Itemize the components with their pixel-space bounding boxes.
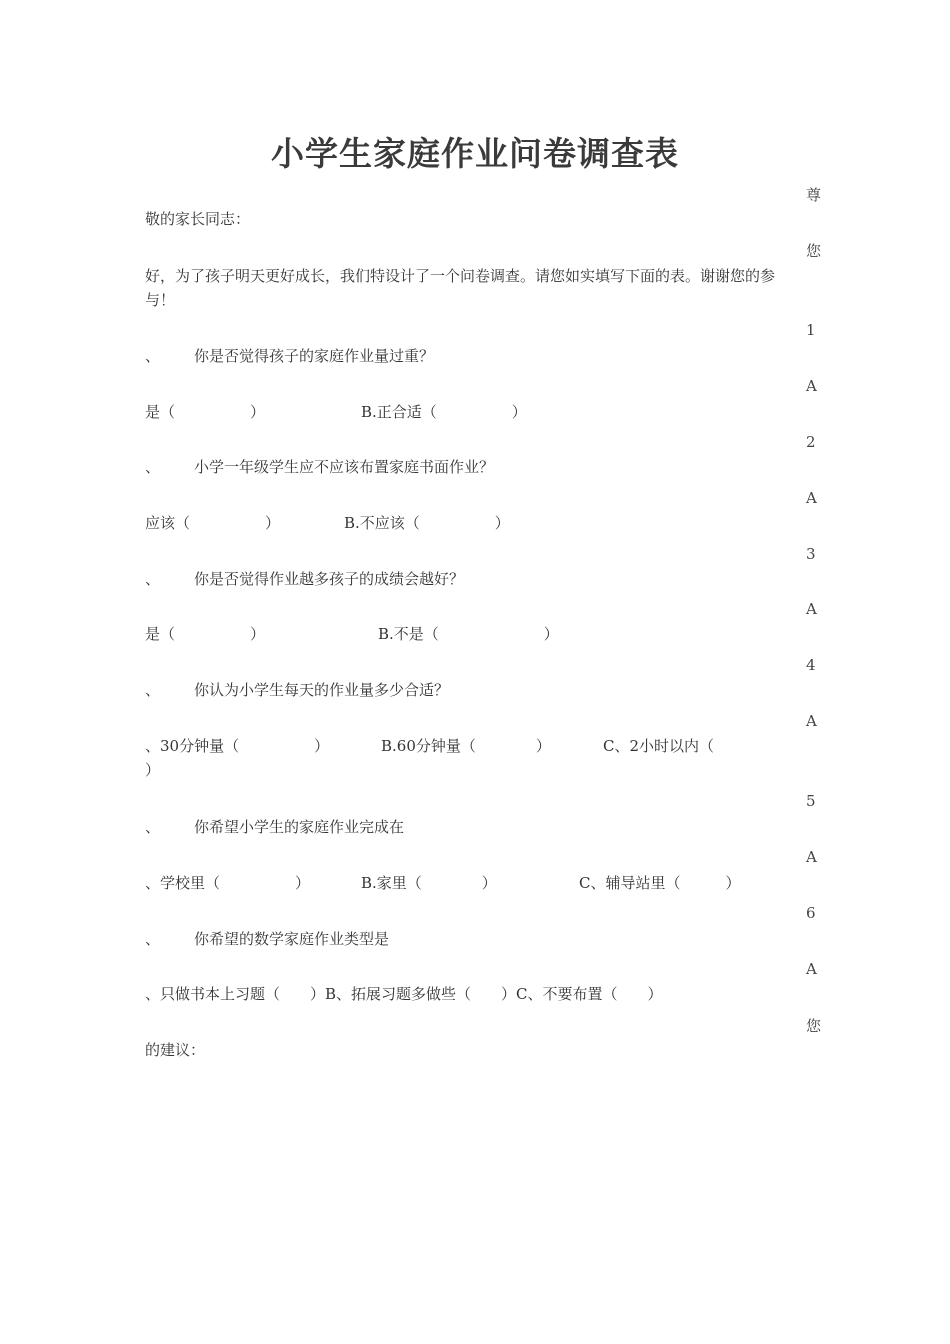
question-4-text: 你认为小学生每天的作业量多少合适？ [194,681,450,699]
question-3-text: 你是否觉得作业越多孩子的成绩会越好？ [194,570,465,588]
question-1-option-b[interactable]: B.正合适（ ） [361,403,527,421]
margin-mark: 5 [806,792,816,810]
margin-mark: A [806,960,817,978]
question-2-option-a[interactable]: 应该（ ） [145,514,281,532]
margin-mark: A [806,712,817,730]
question-5-text: 你希望小学生的家庭作业完成在 [194,818,405,836]
margin-mark: 4 [806,656,816,674]
margin-mark: A [806,377,817,395]
margin-mark: 您 [806,242,822,260]
question-4-option-a[interactable]: 、30分钟量（ ） [145,737,330,755]
greeting: 敬的家长同志： [145,210,251,228]
question-5-option-b[interactable]: B.家里（ ） [361,874,497,892]
question-4-prefix: 、 [145,681,161,699]
margin-mark: 6 [806,904,816,922]
question-1-option-a[interactable]: 是（ ） [145,403,266,421]
margin-mark: A [806,489,817,507]
question-5-prefix: 、 [145,818,161,836]
margin-mark: 1 [806,321,816,339]
suggestion-label: 的建议： [145,1041,206,1059]
margin-mark: 3 [806,545,816,563]
question-4-option-c[interactable]: C、2小时以内（ [603,737,715,755]
question-5-option-c[interactable]: C、辅导站里（ ） [579,874,741,892]
page-title: 小学生家庭作业问卷调查表 [271,134,679,173]
margin-mark: 2 [806,433,816,451]
question-2-prefix: 、 [145,458,161,476]
question-3-prefix: 、 [145,570,161,588]
question-4-option-b[interactable]: B.60分钟量（ ） [381,737,551,755]
margin-mark: A [806,600,817,618]
question-2-option-b[interactable]: B.不应该（ ） [344,514,510,532]
question-3-option-b[interactable]: B.不是（ ） [378,625,559,643]
question-6-options[interactable]: 、只做书本上习题（ ）B、拓展习题多做些（ ）C、不要布置（ ） [145,985,663,1003]
question-5-option-a[interactable]: 、学校里（ ） [145,874,311,892]
intro-paragraph: 好，为了孩子明天更好成长，我们特设计了一个问卷调查。请您如实填写下面的表。谢谢您的参与！ [145,267,776,309]
question-1-text: 你是否觉得孩子的家庭作业量过重？ [194,347,435,365]
margin-mark: 尊 [806,186,822,204]
margin-mark: 您 [806,1017,822,1035]
question-3-option-a[interactable]: 是（ ） [145,625,266,643]
question-4-option-c-close: ） [145,761,161,779]
question-2-text: 小学一年级学生应不应该布置家庭书面作业？ [194,458,495,476]
question-1-prefix: 、 [145,347,161,365]
question-6-prefix: 、 [145,930,161,948]
margin-mark: A [806,848,817,866]
question-6-text: 你希望的数学家庭作业类型是 [194,930,390,948]
